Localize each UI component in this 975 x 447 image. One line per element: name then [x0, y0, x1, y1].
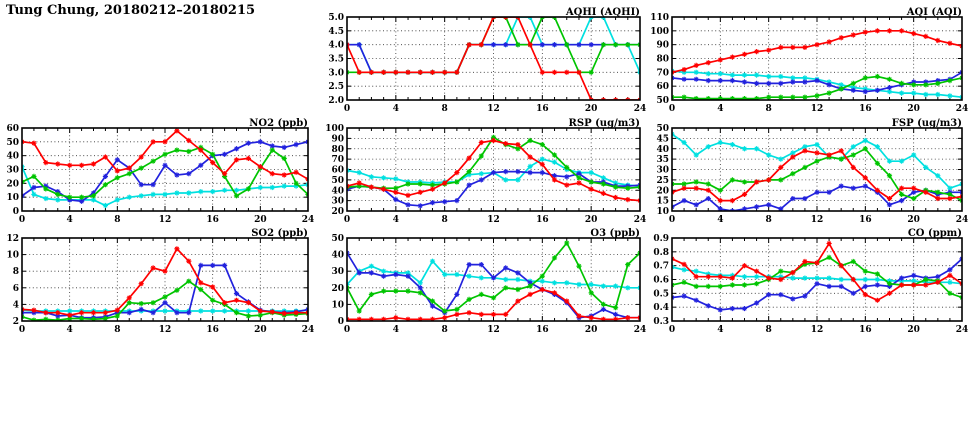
x-tick-label: 0 [343, 104, 351, 114]
x-tick-label: 20 [907, 325, 920, 335]
y-tick-label: 3.5 [328, 54, 344, 65]
series-line [347, 137, 640, 188]
y-tick-label: 8 [12, 267, 19, 278]
x-tick-label: 8 [441, 325, 448, 335]
x-tick-label: 8 [114, 325, 121, 335]
y-tick-label: 20 [331, 207, 344, 217]
y-tick-label: 15 [656, 196, 669, 207]
x-tick-label: 24 [955, 215, 969, 225]
plot-svg-o3 [325, 228, 647, 341]
y-tick-label: 0.8 [653, 247, 669, 258]
y-tick-label: 10 [656, 207, 669, 217]
x-tick-label: 12 [810, 104, 824, 114]
y-tick-label: 2 [12, 317, 19, 327]
x-tick-label: 8 [765, 104, 772, 114]
chart-so2 [0, 228, 315, 341]
y-tick-label: 50 [6, 137, 19, 148]
x-tick-label: 16 [206, 215, 219, 225]
y-tick-label: 40 [6, 151, 19, 162]
y-tick-label: 60 [6, 124, 19, 134]
x-tick-label: 4 [66, 325, 73, 335]
x-tick-label: 8 [441, 104, 448, 114]
y-tick-label: 20 [6, 179, 19, 190]
y-tick-label: 0.7 [653, 261, 669, 272]
chart-title: SO2 (ppb) [251, 228, 308, 239]
y-tick-label: 50 [331, 234, 344, 244]
y-tick-label: 40 [656, 144, 669, 155]
y-tick-label: 10 [331, 300, 344, 311]
plot-svg-no2 [0, 118, 315, 231]
y-tick-label: 10 [6, 250, 19, 261]
y-tick-label: 30 [656, 165, 669, 176]
chart-title: RSP (ug/m3) [568, 118, 640, 129]
plot-svg-so2 [0, 228, 315, 341]
x-tick-label: 0 [18, 215, 26, 225]
x-tick-label: 8 [114, 215, 121, 225]
chart-o3 [325, 228, 647, 341]
series-green [19, 145, 310, 200]
plot-svg-aqi [650, 7, 969, 120]
x-tick-label: 12 [487, 215, 500, 225]
x-tick-label: 0 [343, 325, 351, 335]
y-tick-label: 100 [325, 124, 344, 134]
y-tick-label: 30 [331, 196, 344, 207]
y-tick-label: 3.0 [328, 68, 344, 79]
series-markers [19, 145, 310, 200]
x-tick-label: 20 [907, 104, 920, 114]
y-tick-label: 90 [656, 40, 669, 51]
x-tick-label: 4 [717, 325, 724, 335]
x-tick-label: 0 [668, 215, 676, 225]
x-tick-label: 12 [810, 215, 824, 225]
chart-title: AQHI (AQHI) [565, 7, 640, 18]
x-tick-label: 16 [859, 325, 872, 335]
y-tick-label: 0.5 [653, 289, 669, 300]
chart-title: AQI (AQI) [906, 7, 962, 18]
x-tick-label: 16 [536, 215, 549, 225]
y-tick-label: 60 [656, 82, 669, 93]
x-tick-label: 16 [536, 104, 549, 114]
y-tick-label: 50 [656, 124, 669, 134]
y-tick-label: 20 [331, 283, 344, 294]
x-tick-label: 4 [392, 104, 399, 114]
x-tick-label: 16 [859, 104, 872, 114]
y-tick-label: 0.3 [653, 317, 669, 327]
y-tick-label: 35 [656, 155, 669, 166]
y-tick-label: 30 [331, 267, 344, 278]
y-tick-label: 6 [12, 283, 19, 294]
x-tick-label: 12 [810, 325, 824, 335]
chart-no2 [0, 118, 315, 231]
y-tick-label: 60 [331, 165, 344, 176]
x-tick-label: 8 [765, 215, 772, 225]
x-tick-label: 20 [254, 215, 267, 225]
y-tick-label: 80 [331, 144, 344, 155]
x-tick-label: 0 [668, 104, 676, 114]
y-tick-label: 0 [12, 207, 19, 217]
y-tick-label: 80 [656, 54, 669, 65]
x-tick-label: 24 [301, 325, 315, 335]
x-tick-label: 8 [765, 325, 772, 335]
y-tick-label: 0 [337, 317, 344, 327]
y-tick-label: 0.4 [653, 303, 669, 314]
y-tick-label: 40 [331, 250, 344, 261]
y-tick-label: 50 [331, 175, 344, 186]
x-tick-label: 24 [301, 215, 315, 225]
x-tick-label: 24 [955, 325, 969, 335]
x-tick-label: 8 [441, 215, 448, 225]
y-tick-label: 45 [656, 134, 669, 145]
y-tick-label: 10 [6, 193, 19, 204]
y-tick-label: 4.5 [328, 26, 344, 37]
x-tick-label: 20 [907, 215, 920, 225]
x-tick-label: 24 [633, 215, 647, 225]
x-tick-label: 4 [392, 325, 399, 335]
x-tick-label: 4 [66, 215, 73, 225]
page-title: Tung Chung, 20180212–20180215 [6, 3, 256, 18]
x-tick-label: 24 [633, 104, 647, 114]
chart-title: NO2 (ppb) [249, 118, 308, 129]
x-tick-label: 12 [158, 215, 172, 225]
chart-title: CO (ppm) [907, 228, 962, 239]
y-tick-label: 50 [656, 96, 669, 106]
x-tick-label: 24 [955, 104, 969, 114]
x-tick-label: 0 [18, 325, 26, 335]
x-tick-label: 24 [633, 325, 647, 335]
x-tick-label: 4 [392, 215, 399, 225]
chart-aqhi [325, 7, 647, 120]
x-tick-label: 12 [158, 325, 172, 335]
series-line [672, 31, 962, 73]
y-tick-label: 4.0 [328, 40, 344, 51]
x-tick-label: 12 [487, 104, 500, 114]
x-tick-label: 16 [536, 325, 549, 335]
y-tick-label: 30 [6, 165, 19, 176]
x-tick-label: 4 [717, 215, 724, 225]
plot-svg-fsp [650, 118, 969, 231]
y-tick-label: 110 [650, 13, 669, 23]
x-tick-label: 20 [584, 325, 598, 335]
plot-svg-aqhi [325, 7, 647, 120]
x-tick-label: 16 [859, 215, 872, 225]
y-tick-label: 5.0 [328, 13, 344, 23]
y-tick-label: 2.5 [328, 82, 344, 93]
y-tick-label: 100 [650, 26, 669, 37]
x-tick-label: 16 [206, 325, 219, 335]
chart-title: O3 (ppb) [590, 228, 640, 239]
y-tick-label: 12 [6, 234, 19, 244]
y-tick-label: 70 [331, 155, 344, 166]
y-tick-label: 70 [656, 68, 669, 79]
x-tick-label: 20 [584, 104, 598, 114]
chart-aqi [650, 7, 969, 120]
x-tick-label: 4 [717, 104, 724, 114]
y-tick-label: 0.9 [653, 234, 669, 244]
y-tick-label: 90 [331, 134, 344, 145]
y-tick-label: 40 [331, 186, 344, 197]
y-tick-label: 20 [656, 186, 669, 197]
plot-svg-co [650, 228, 969, 341]
chart-rsp [325, 118, 647, 231]
chart-co [650, 228, 969, 341]
plot-svg-rsp [325, 118, 647, 231]
chart-fsp [650, 118, 969, 231]
y-tick-label: 4 [12, 300, 19, 311]
y-tick-label: 2.0 [328, 96, 344, 106]
x-tick-label: 20 [254, 325, 267, 335]
x-tick-label: 20 [584, 215, 598, 225]
y-tick-label: 0.6 [653, 275, 669, 286]
chart-title: FSP (ug/m3) [891, 118, 962, 129]
x-tick-label: 0 [668, 325, 676, 335]
x-tick-label: 0 [343, 215, 351, 225]
x-tick-label: 12 [487, 325, 500, 335]
y-tick-label: 25 [656, 175, 669, 186]
